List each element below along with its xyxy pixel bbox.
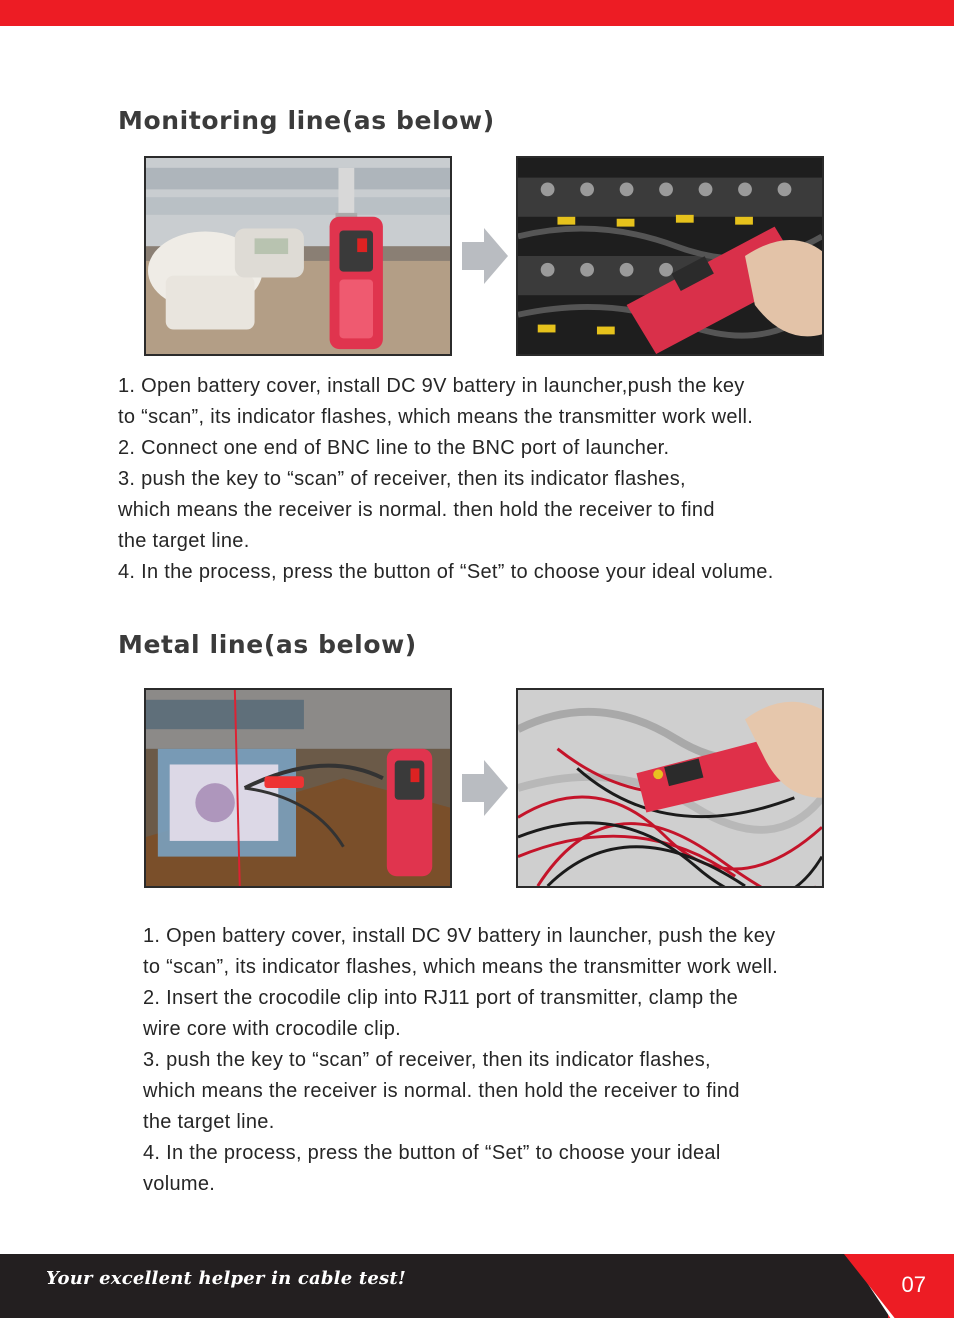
- page-footer: [0, 1254, 954, 1318]
- page-number: 07: [901, 1272, 926, 1297]
- step-item: 4. In the process, press the button of “Set” to choose your ideal volume.: [118, 561, 774, 583]
- step-item: 3. push the key to “scan” of receiver, then its indicator flashes, which means the receiver is normal. then hold the receiver to find the target line.: [143, 1049, 740, 1133]
- arrow-right-icon: [462, 760, 508, 816]
- step-item: 4. In the process, press the button of “Set” to choose your ideal volume.: [143, 1142, 721, 1195]
- photo-transmitter-with-clips: [144, 688, 452, 888]
- step-item: 3. push the key to “scan” of receiver, then its indicator flashes, which means the receiver is normal. then hold the receiver to find the target line.: [118, 468, 715, 552]
- step-item: 2. Insert the crocodile clip into RJ11 port of transmitter, clamp the wire core with crocodile clip.: [143, 987, 739, 1040]
- step-item: 2. Connect one end of BNC line to the BNC port of launcher.: [118, 437, 670, 459]
- photo-transmitter-on-desk: [144, 156, 452, 356]
- photo-receiver-at-patch-panel: [516, 156, 824, 356]
- arrow-right-icon: [462, 228, 508, 284]
- section-title-metal: Metal line(as below): [118, 630, 417, 659]
- footer-tagline: Your excellent helper in cable test!: [46, 1268, 406, 1289]
- section-title-monitoring: Monitoring line(as below): [118, 106, 495, 135]
- step-item: 1. Open battery cover, install DC 9V battery in launcher, push the key to “scan”, its indicator flashes, which means the transmitter work well.: [143, 925, 779, 978]
- steps-list-monitoring: [118, 371, 774, 588]
- top-brand-bar: [0, 0, 954, 26]
- steps-list-metal: [143, 921, 778, 1200]
- step-item: 1. Open battery cover, install DC 9V battery in launcher,push the key to “scan”, its indicator flashes, which means the transmitter work well.: [118, 375, 754, 428]
- photo-receiver-in-wire-bundle: [516, 688, 824, 888]
